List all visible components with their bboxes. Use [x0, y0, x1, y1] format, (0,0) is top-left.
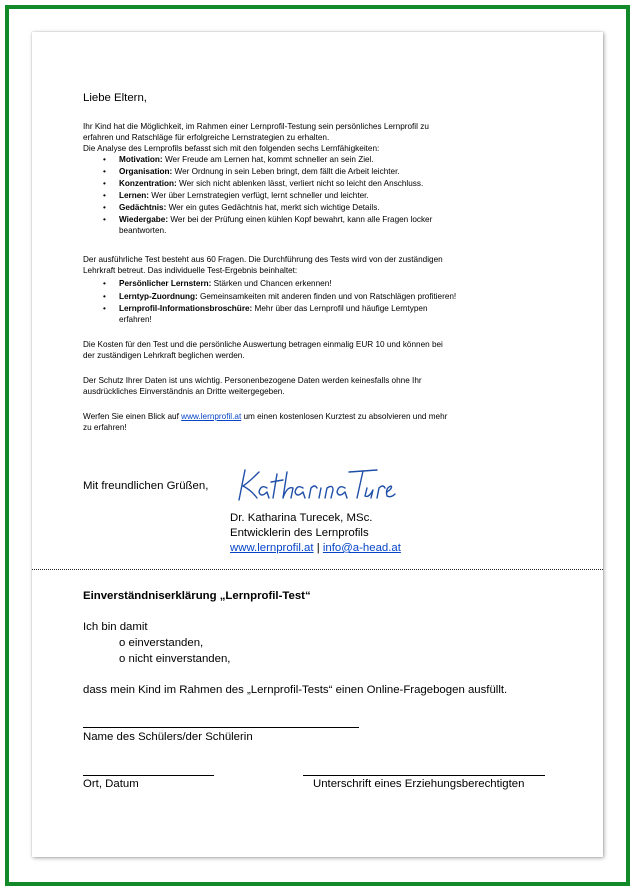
list-item-text: Mehr über das Lernprofil und häufige Lerntypen — [252, 304, 428, 313]
student-name-line[interactable] — [83, 727, 359, 728]
sender-email-link[interactable]: info@a-head.at — [322, 542, 401, 554]
signature-line[interactable] — [303, 775, 545, 776]
consent-lead: Ich bin damit — [83, 621, 148, 633]
bullet-icon: • — [103, 304, 106, 313]
cta-line-1 — [83, 411, 447, 422]
website-link[interactable]: www.lernprofil.at — [181, 412, 242, 421]
list-item-text: Wer sich nicht ablenken lässt, verliert nicht so leicht den Anschluss. — [176, 179, 424, 188]
cut-line — [32, 569, 603, 570]
list-item-text: Gemeinsamkeiten mit anderen finden und von Ratschlägen profitieren! — [197, 292, 457, 301]
list-item-term: Wiedergabe: — [119, 215, 169, 224]
list-item-term: Konzentration: — [119, 179, 177, 188]
closing: Mit freundlichen Grüßen, — [83, 480, 209, 492]
greeting: Liebe Eltern, — [83, 92, 147, 104]
cost-line-2: der zuständigen Lehrkraft beglichen werden. — [83, 351, 245, 360]
sender-name: Dr. Katharina Turecek, MSc. — [230, 512, 373, 524]
bullet-icon: • — [103, 203, 106, 212]
list-item-text: Wer Ordnung in sein Leben bringt, dem fällt die Arbeit leichter. — [172, 167, 400, 176]
sender-website-link[interactable]: www.lernprofil.at — [230, 542, 314, 554]
sender-contact — [230, 541, 401, 555]
bullet-icon: • — [103, 167, 106, 176]
bullet-icon: • — [103, 292, 106, 301]
consent-statement: dass mein Kind im Rahmen des „Lernprofil-Tests“ einen Online-Fragebogen ausfüllt. — [83, 684, 508, 696]
list-item-text: Wer ein gutes Gedächtnis hat, merkt sich wichtige Details. — [166, 203, 380, 212]
cta-line-2: zu erfahren! — [83, 423, 127, 432]
intro-line-2: erfahren und Ratschläge für erfolgreiche Lernstrategien zu erhalten. — [83, 133, 330, 142]
sender-role: Entwicklerin des Lernprofils — [230, 527, 369, 539]
place-date-label: Ort, Datum — [83, 778, 139, 790]
cost-line-1: Die Kosten für den Test und die persönliche Auswertung betragen einmalig EUR 10 und können bei — [83, 340, 443, 349]
bullet-icon: • — [103, 179, 106, 188]
intro-line-1: Ihr Kind hat die Möglichkeit, im Rahmen einer Lernprofil-Testung sein persönliches Lernprofil zu — [83, 122, 429, 131]
handwritten-signature — [237, 464, 397, 504]
cta-text: Werfen Sie einen Blick auf — [83, 412, 182, 421]
privacy-line-2: ausdrückliches Einverständnis an Dritte weitergegeben. — [83, 387, 285, 396]
list-item-term: Gedächtnis: — [119, 203, 167, 212]
bullet-icon: • — [103, 155, 106, 164]
contact-separator: | — [313, 542, 323, 554]
bullet-icon: • — [103, 191, 106, 200]
intro-line-3: Die Analyse des Lernprofils befasst sich mit den folgenden sechs Lernfähigkeiten: — [83, 144, 380, 153]
list-item-term: Organisation: — [119, 167, 173, 176]
option-disagree[interactable]: o nicht einverstanden, — [119, 653, 231, 665]
list-item-text: Stärken und Chancen erkennen! — [211, 279, 332, 288]
list-item-term: Motivation: — [119, 155, 163, 164]
list-item-text: Wer über Lernstrategien verfügt, lernt schneller und leichter. — [149, 191, 369, 200]
consent-title: Einverständniserklärung „Lernprofil-Test“ — [83, 590, 311, 602]
cta-text-post: um einen kostenlosen Kurztest zu absolvieren und mehr — [241, 412, 448, 421]
list-item-term: Lerntyp-Zuordnung: — [119, 292, 198, 301]
list-item-term: Persönlicher Lernstern: — [119, 279, 212, 288]
place-date-line[interactable] — [83, 775, 214, 776]
student-name-label: Name des Schülers/der Schülerin — [83, 731, 253, 743]
test-line-2: Lehrkraft betreut. Das individuelle Test-Ergebnis beinhaltet: — [83, 266, 298, 275]
bullet-icon: • — [103, 279, 106, 288]
list-item-continuation: beantworten. — [119, 226, 167, 235]
option-agree[interactable]: o einverstanden, — [119, 637, 204, 649]
letter-page — [32, 32, 603, 857]
list-item-continuation: erfahren! — [119, 315, 152, 324]
list-item-text: Wer bei der Prüfung einen kühlen Kopf bewahrt, kann alle Fragen locker — [168, 215, 433, 224]
list-item-text: Wer Freude am Lernen hat, kommt schneller an sein Ziel. — [162, 155, 374, 164]
signature-label: Unterschrift eines Erziehungsberechtigten — [313, 778, 525, 790]
privacy-line-1: Der Schutz Ihrer Daten ist uns wichtig. Personenbezogene Daten werden keinesfalls ohne Ihr — [83, 376, 422, 385]
list-item-term: Lernen: — [119, 191, 150, 200]
test-line-1: Der ausführliche Test besteht aus 60 Fragen. Die Durchführung des Tests wird von der zuständigen — [83, 255, 443, 264]
list-item-term: Lernprofil-Informationsbroschüre: — [119, 304, 253, 313]
bullet-icon: • — [103, 215, 106, 224]
